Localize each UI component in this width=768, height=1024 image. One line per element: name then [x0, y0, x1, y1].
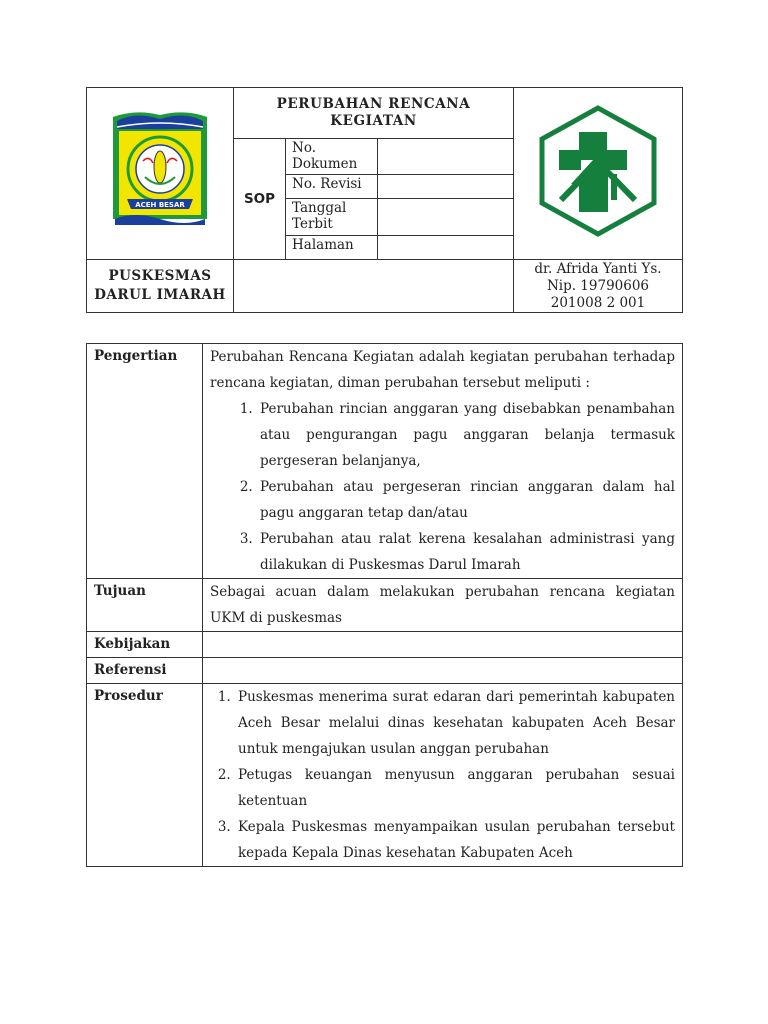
- pengertian-list: [210, 396, 675, 578]
- signer-name: dr. Afrida Yanti Ys.: [534, 260, 662, 277]
- prosedur-list: [210, 684, 675, 866]
- signer-nip-line-1: Nip. 19790606: [546, 277, 650, 294]
- content-pengertian: [203, 344, 683, 579]
- content-prosedur: [203, 684, 683, 867]
- regency-logo-cell: [87, 88, 234, 260]
- aceh-besar-emblem-icon: [105, 107, 215, 235]
- row-kebijakan: [87, 632, 683, 658]
- row-pengertian: [87, 344, 683, 579]
- label-pengertian: Pengertian: [87, 344, 203, 579]
- label-referensi: Referensi: [87, 658, 203, 684]
- content-kebijakan: [203, 632, 683, 658]
- content-referensi: [203, 658, 683, 684]
- field-tanggal-terbit-value: [378, 199, 514, 235]
- label-tujuan: Tujuan: [87, 579, 203, 632]
- list-item: 2. Perubahan atau pergeseran rincian anggaran dalam hal pagu anggaran tetap dan/atau: [257, 474, 675, 526]
- emblem-ribbon-text: ACEH BESAR: [135, 201, 185, 210]
- label-kebijakan: Kebijakan: [87, 632, 203, 658]
- content-tujuan: Sebagai acuan dalam melakukan perubahan rencana kegiatan UKM di puskesmas: [203, 579, 683, 632]
- field-no-revisi-value: [378, 175, 514, 199]
- list-item: 1. Perubahan rincian anggaran yang disebabkan penambahan atau pengurangan pagu anggaran belanja termasuk pergeseran belanjanya,: [257, 396, 675, 474]
- field-no-dokumen: No. Dokumen: [286, 139, 378, 175]
- row-referensi: [87, 658, 683, 684]
- organization-name: [87, 259, 234, 312]
- organization-line-1: PUSKESMAS: [108, 267, 212, 284]
- field-halaman: Halaman: [286, 235, 378, 259]
- pengertian-intro: Perubahan Rencana Kegiatan adalah kegiatan perubahan terhadap rencana kegiatan, diman perubahan tersebut meliputi :: [210, 349, 675, 391]
- field-tanggal-terbit: Tanggal Terbit: [286, 199, 378, 235]
- field-no-revisi: No. Revisi: [286, 175, 378, 199]
- field-halaman-value: [378, 235, 514, 259]
- row-tujuan: [87, 579, 683, 632]
- list-item: 1. Puskesmas menerima surat edaran dari pemerintah kabupaten Aceh Besar melalui dinas kesehatan kabupaten Aceh Besar untuk mengajukan usulan anggan perubahan: [235, 684, 675, 762]
- organization-line-2: DARUL IMARAH: [94, 286, 226, 303]
- list-item: 3. Perubahan atau ralat kerena kesalahan administrasi yang dilakukan di Puskesmas Darul Imarah: [257, 526, 675, 578]
- document-title: [234, 88, 514, 139]
- sop-header-table: [86, 87, 683, 313]
- list-item: 3. Kepala Puskesmas menyampaikan usulan perubahan tersebut kepada Kepala Dinas kesehatan Kabupaten Aceh: [235, 814, 675, 866]
- list-item: 2. Petugas keuangan menyusun anggaran perubahan sesuai ketentuan: [235, 762, 675, 814]
- document-title-text: PERUBAHAN RENCANA KEGIATAN: [276, 96, 471, 130]
- puskesmas-cross-icon: [531, 104, 665, 238]
- blank-footer-cell: [234, 259, 514, 312]
- puskesmas-logo-cell: [514, 88, 683, 260]
- signer-nip-line-2: 201008 2 001: [550, 294, 646, 311]
- field-no-dokumen-value: [378, 139, 514, 175]
- sop-content-table: [86, 343, 683, 867]
- signer-block: [514, 259, 683, 312]
- row-prosedur: [87, 684, 683, 867]
- label-prosedur: Prosedur: [87, 684, 203, 867]
- sop-label: SOP: [234, 139, 286, 260]
